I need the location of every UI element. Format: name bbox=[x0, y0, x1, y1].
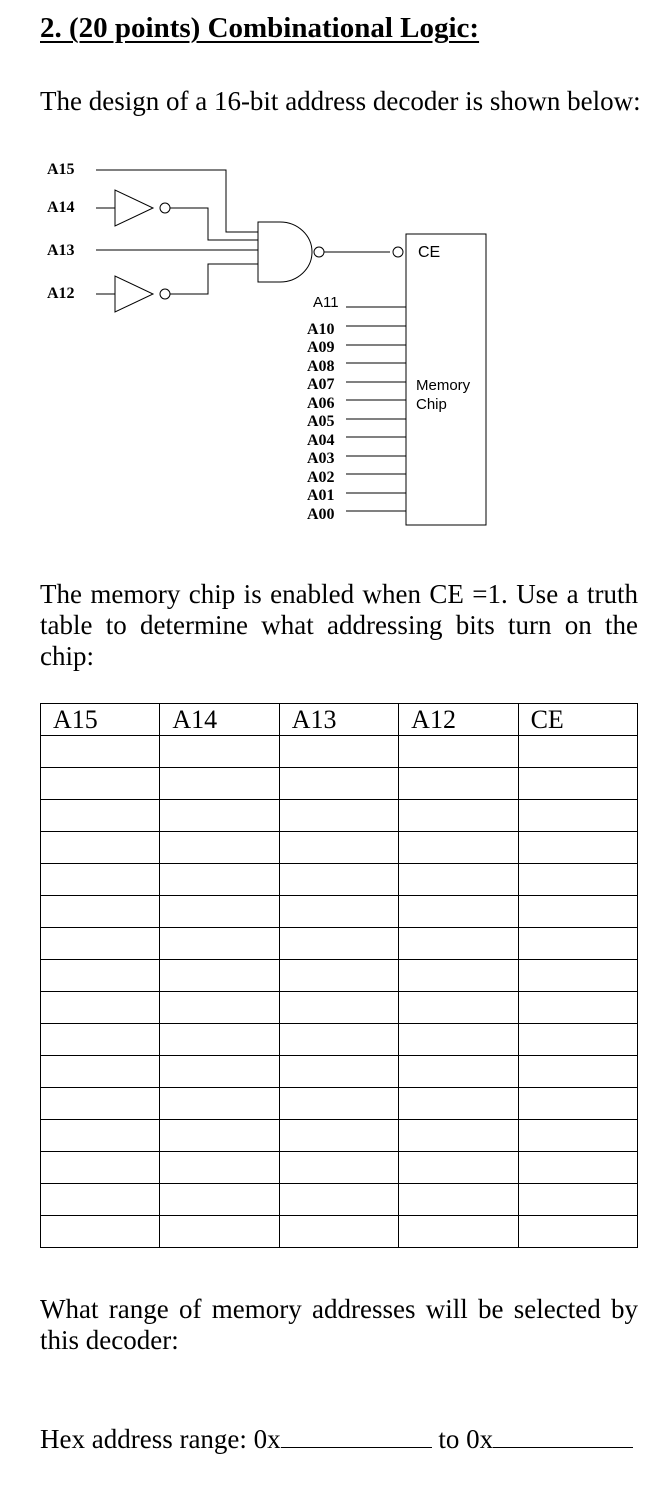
table-cell[interactable] bbox=[41, 1056, 160, 1088]
table-cell[interactable] bbox=[160, 736, 279, 768]
table-cell[interactable] bbox=[160, 896, 279, 928]
table-cell[interactable] bbox=[279, 1120, 398, 1152]
ce-pin-label: CE bbox=[418, 244, 441, 261]
address-label-a10: A10 bbox=[307, 321, 335, 338]
table-cell[interactable] bbox=[279, 736, 398, 768]
table-cell[interactable] bbox=[518, 864, 637, 896]
input-label-a12: A12 bbox=[47, 285, 75, 302]
address-label-a09: A09 bbox=[307, 339, 335, 356]
table-cell[interactable] bbox=[279, 1024, 398, 1056]
hex-range-separator: to 0x bbox=[431, 1424, 494, 1454]
table-cell[interactable] bbox=[160, 1024, 279, 1056]
table-cell[interactable] bbox=[160, 864, 279, 896]
table-cell[interactable] bbox=[279, 1088, 398, 1120]
table-cell[interactable] bbox=[518, 1024, 637, 1056]
table-cell[interactable] bbox=[41, 1088, 160, 1120]
table-cell[interactable] bbox=[518, 800, 637, 832]
address-label-a06: A06 bbox=[307, 395, 335, 412]
table-cell[interactable] bbox=[399, 1184, 518, 1216]
table-cell[interactable] bbox=[160, 1152, 279, 1184]
decoder-diagram bbox=[0, 140, 671, 540]
table-cell[interactable] bbox=[160, 1184, 279, 1216]
table-cell[interactable] bbox=[279, 768, 398, 800]
table-cell[interactable] bbox=[41, 736, 160, 768]
table-cell[interactable] bbox=[399, 864, 518, 896]
address-label-a03: A03 bbox=[307, 450, 335, 467]
table-row bbox=[41, 928, 638, 960]
input-label-a14: A14 bbox=[47, 199, 75, 216]
hex-range-line bbox=[40, 1421, 633, 1455]
address-label-a05: A05 bbox=[307, 413, 335, 430]
table-cell[interactable] bbox=[279, 960, 398, 992]
chip-label-memory: Memory bbox=[416, 377, 471, 394]
table-row bbox=[41, 992, 638, 1024]
table-cell[interactable] bbox=[41, 864, 160, 896]
truth-table-header-row bbox=[41, 704, 638, 736]
table-cell[interactable] bbox=[399, 736, 518, 768]
table-cell[interactable] bbox=[41, 960, 160, 992]
address-label-a07: A07 bbox=[307, 376, 335, 393]
input-label-a13: A13 bbox=[47, 242, 75, 259]
address-label-a00: A00 bbox=[307, 506, 335, 523]
table-cell[interactable] bbox=[518, 832, 637, 864]
table-cell[interactable] bbox=[399, 1152, 518, 1184]
hex-range-label: Hex address range: 0x bbox=[40, 1424, 281, 1454]
address-label-a08: A08 bbox=[307, 358, 335, 375]
table-cell[interactable] bbox=[279, 832, 398, 864]
table-cell[interactable] bbox=[279, 992, 398, 1024]
table-row bbox=[41, 1152, 638, 1184]
table-cell[interactable] bbox=[279, 800, 398, 832]
inverter-a12 bbox=[115, 276, 153, 312]
header-a12: A12 bbox=[399, 704, 518, 736]
header-a14: A14 bbox=[160, 704, 279, 736]
table-cell[interactable] bbox=[160, 768, 279, 800]
ce-pin-bubble bbox=[393, 247, 403, 257]
intro-text: The design of a 16-bit address decoder is shown below: bbox=[40, 86, 641, 116]
table-cell[interactable] bbox=[160, 1216, 279, 1248]
header-a15: A15 bbox=[41, 704, 160, 736]
address-label-a01: A01 bbox=[307, 487, 335, 504]
truth-table bbox=[40, 703, 638, 1248]
table-cell[interactable] bbox=[41, 1120, 160, 1152]
header-ce: CE bbox=[518, 704, 637, 736]
table-cell[interactable] bbox=[399, 1216, 518, 1248]
table-row bbox=[41, 1184, 638, 1216]
table-cell[interactable] bbox=[279, 1184, 398, 1216]
table-cell[interactable] bbox=[518, 768, 637, 800]
enable-instructions: The memory chip is enabled when CE =1. Use a truth table to determine what addressing bits turn on the chip: bbox=[40, 579, 638, 671]
inverter-bubble-a12 bbox=[160, 289, 170, 299]
table-cell[interactable] bbox=[279, 864, 398, 896]
table-cell[interactable] bbox=[518, 992, 637, 1024]
input-label-a15: A15 bbox=[47, 161, 75, 178]
problem-title: 2. (20 points) Combinational Logic: bbox=[40, 12, 480, 44]
table-cell[interactable] bbox=[41, 800, 160, 832]
table-cell[interactable] bbox=[518, 1088, 637, 1120]
table-cell[interactable] bbox=[279, 1152, 398, 1184]
table-row bbox=[41, 896, 638, 928]
table-row bbox=[41, 1088, 638, 1120]
table-cell[interactable] bbox=[41, 832, 160, 864]
table-cell[interactable] bbox=[518, 1120, 637, 1152]
wire-a14-out bbox=[170, 208, 258, 240]
table-cell[interactable] bbox=[399, 896, 518, 928]
table-cell[interactable] bbox=[160, 928, 279, 960]
table-cell[interactable] bbox=[518, 1056, 637, 1088]
table-cell[interactable] bbox=[518, 1216, 637, 1248]
address-line-stubs bbox=[346, 307, 406, 511]
table-row bbox=[41, 1024, 638, 1056]
table-cell[interactable] bbox=[160, 1120, 279, 1152]
inverter-bubble-a14 bbox=[160, 203, 170, 213]
table-cell[interactable] bbox=[41, 1024, 160, 1056]
table-cell[interactable] bbox=[518, 736, 637, 768]
table-cell[interactable] bbox=[279, 1056, 398, 1088]
table-row bbox=[41, 800, 638, 832]
table-cell[interactable] bbox=[160, 832, 279, 864]
table-cell[interactable] bbox=[41, 1184, 160, 1216]
hex-start-blank[interactable] bbox=[281, 1421, 432, 1448]
table-cell[interactable] bbox=[160, 992, 279, 1024]
address-label-a11: A11 bbox=[313, 294, 339, 311]
table-cell[interactable] bbox=[518, 1184, 637, 1216]
header-a13: A13 bbox=[279, 704, 398, 736]
table-cell[interactable] bbox=[399, 1024, 518, 1056]
table-row bbox=[41, 736, 638, 768]
table-cell[interactable] bbox=[399, 960, 518, 992]
table-cell[interactable] bbox=[160, 1056, 279, 1088]
hex-end-blank[interactable] bbox=[493, 1421, 633, 1448]
wire-a12-out bbox=[170, 264, 258, 294]
table-cell[interactable] bbox=[399, 928, 518, 960]
table-cell[interactable] bbox=[399, 800, 518, 832]
table-cell[interactable] bbox=[41, 1152, 160, 1184]
table-cell[interactable] bbox=[518, 1152, 637, 1184]
table-cell[interactable] bbox=[399, 1088, 518, 1120]
range-question: What range of memory addresses will be selected by this decoder: bbox=[40, 1294, 638, 1355]
table-row bbox=[41, 1216, 638, 1248]
nand-gate bbox=[258, 222, 312, 282]
table-cell[interactable] bbox=[518, 896, 637, 928]
table-cell[interactable] bbox=[279, 1216, 398, 1248]
truth-table-body bbox=[41, 736, 638, 1248]
table-cell[interactable] bbox=[518, 928, 637, 960]
table-row bbox=[41, 960, 638, 992]
address-label-a04: A04 bbox=[307, 432, 335, 449]
table-cell[interactable] bbox=[399, 768, 518, 800]
table-cell[interactable] bbox=[41, 896, 160, 928]
table-cell[interactable] bbox=[41, 1216, 160, 1248]
table-row bbox=[41, 1056, 638, 1088]
table-row bbox=[41, 768, 638, 800]
table-row bbox=[41, 1120, 638, 1152]
nand-bubble bbox=[314, 247, 324, 257]
table-cell[interactable] bbox=[41, 928, 160, 960]
table-row bbox=[41, 864, 638, 896]
table-cell[interactable] bbox=[41, 992, 160, 1024]
table-cell[interactable] bbox=[399, 1120, 518, 1152]
table-row bbox=[41, 832, 638, 864]
table-cell[interactable] bbox=[160, 800, 279, 832]
inverter-a14 bbox=[115, 190, 153, 226]
table-cell[interactable] bbox=[279, 928, 398, 960]
table-cell[interactable] bbox=[41, 768, 160, 800]
table-cell[interactable] bbox=[399, 1056, 518, 1088]
table-cell[interactable] bbox=[399, 992, 518, 1024]
table-cell[interactable] bbox=[279, 896, 398, 928]
table-cell[interactable] bbox=[518, 960, 637, 992]
chip-label-chip: Chip bbox=[416, 396, 447, 413]
table-cell[interactable] bbox=[160, 960, 279, 992]
table-cell[interactable] bbox=[399, 832, 518, 864]
address-label-a02: A02 bbox=[307, 469, 335, 486]
table-cell[interactable] bbox=[160, 1088, 279, 1120]
